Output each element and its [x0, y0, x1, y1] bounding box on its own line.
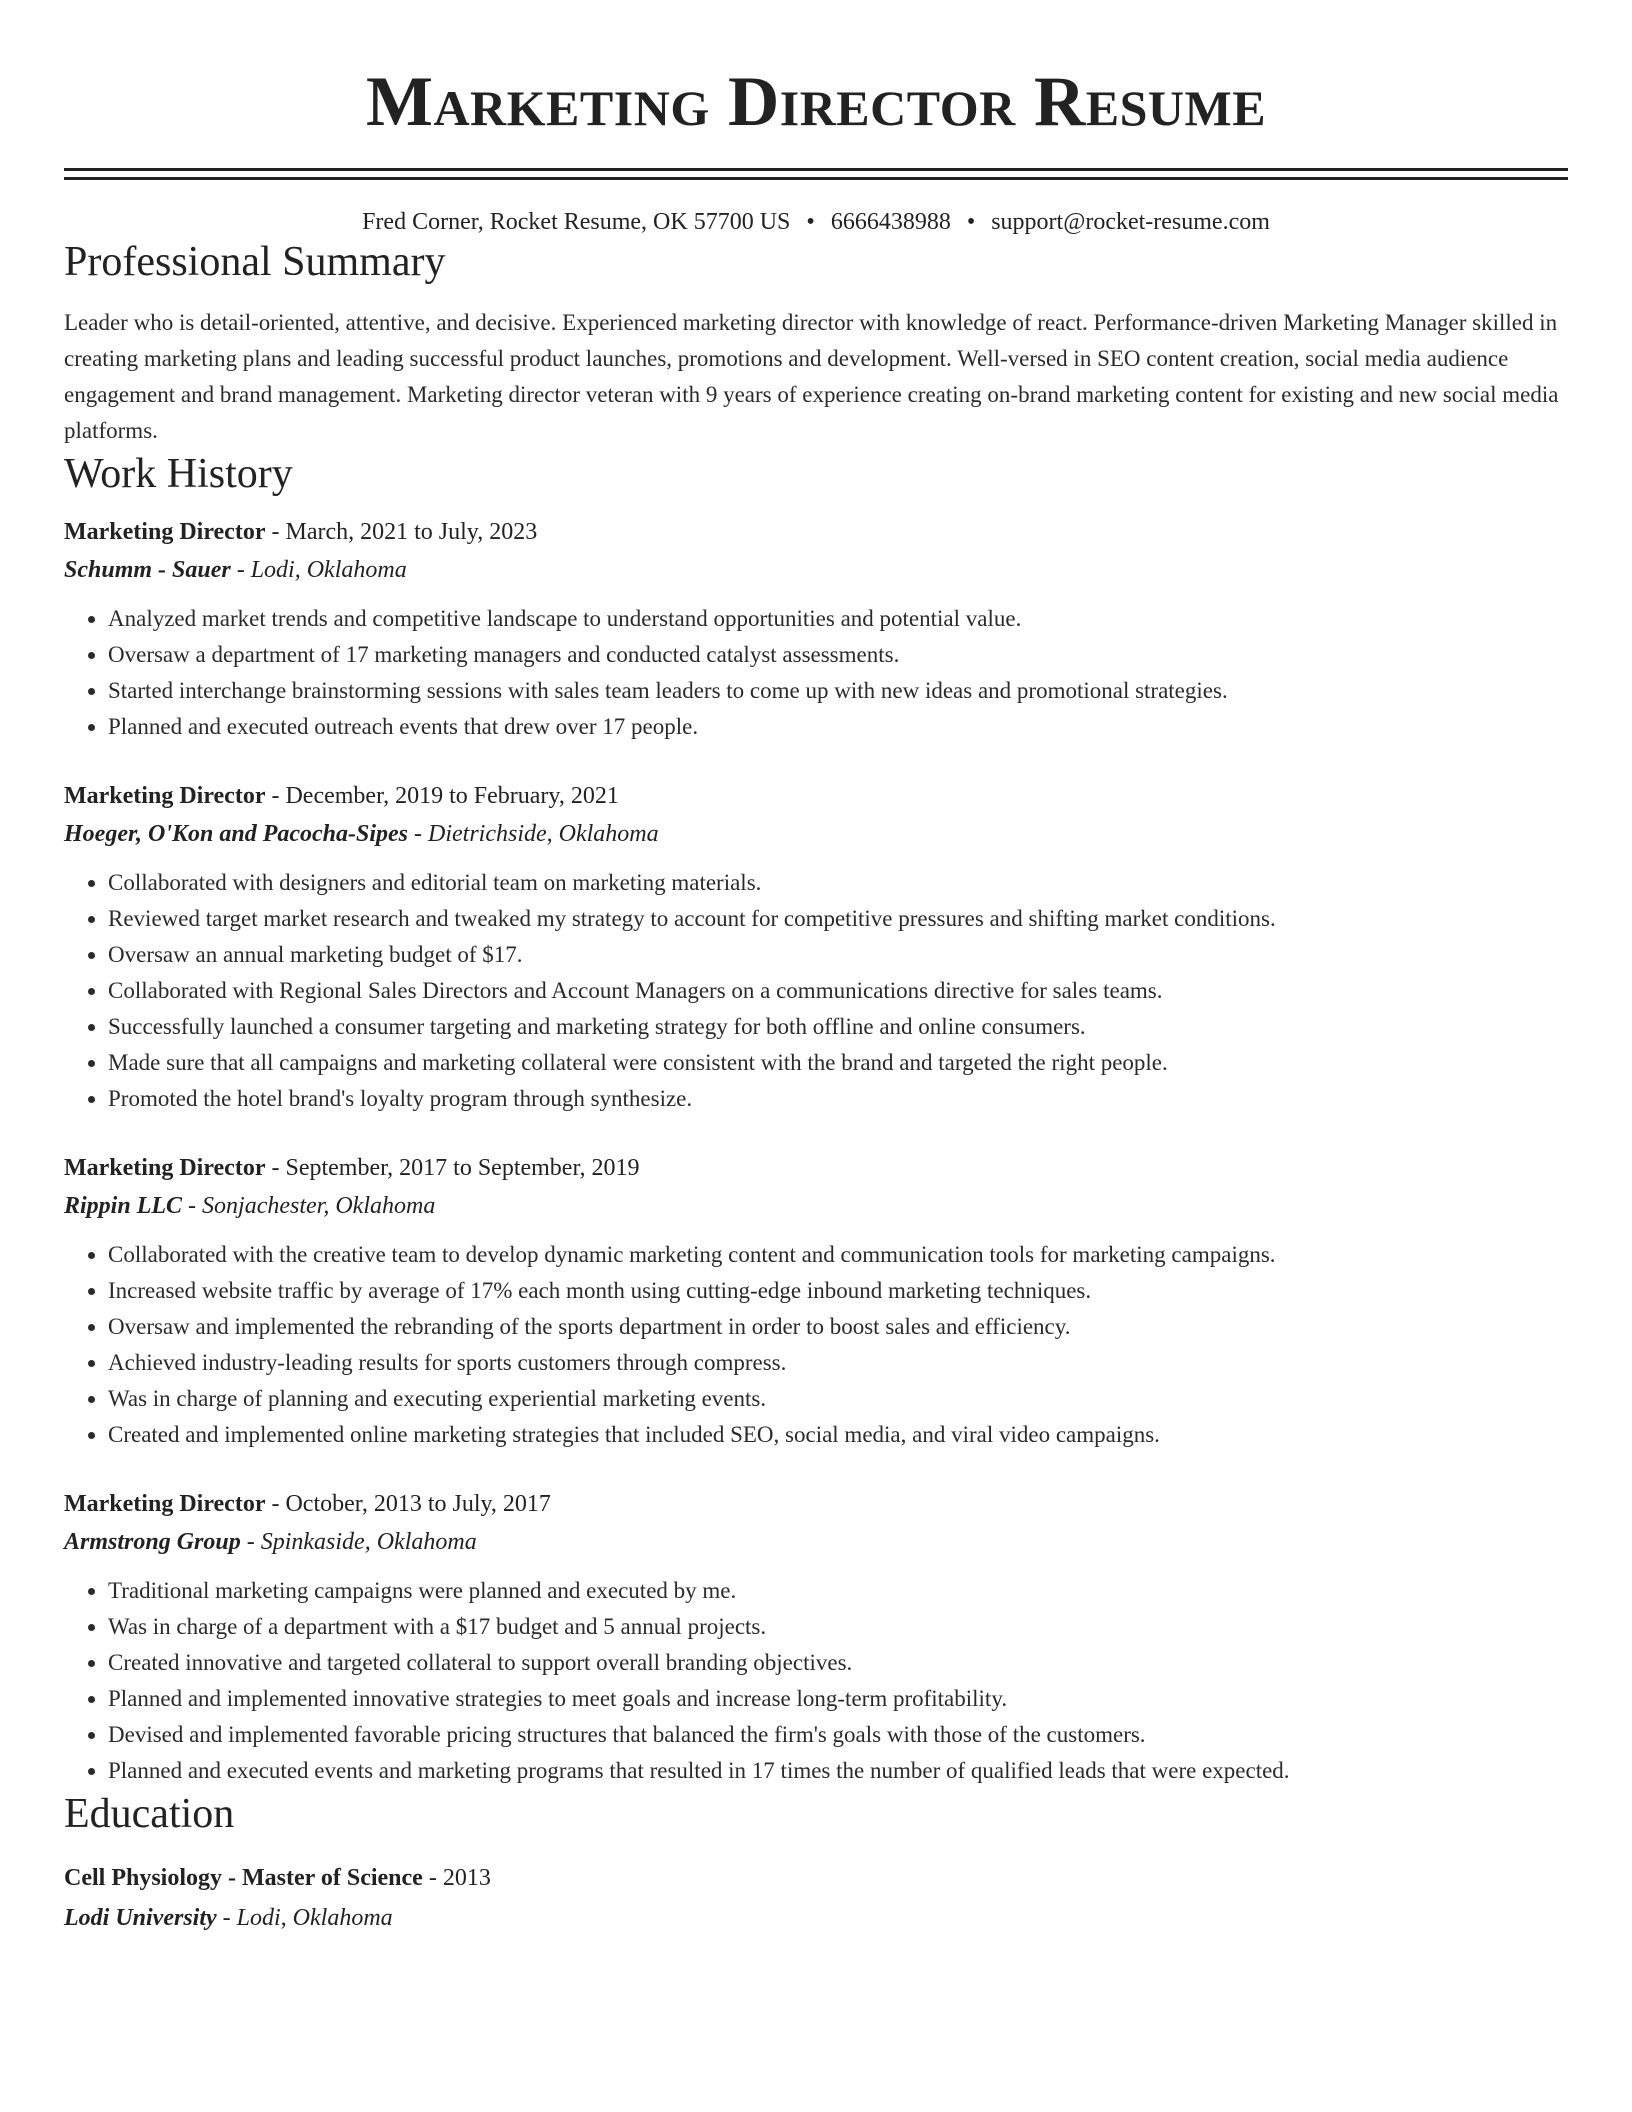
job-entry — [64, 1153, 1568, 1453]
job-dates: - December, 2019 to February, 2021 — [265, 783, 619, 809]
job-bullet: • Analyzed market trends and competitive landscape to understand opportunities and potential value. — [108, 601, 1568, 637]
job-dates: - September, 2017 to September, 2019 — [265, 1155, 640, 1181]
work-history-list — [64, 517, 1568, 1789]
job-bullet-list — [64, 601, 1568, 745]
job-title-line — [64, 781, 1568, 811]
job-bullet: • Oversaw a department of 17 marketing managers and conducted catalyst assessments. — [108, 637, 1568, 673]
job-location: - Sonjachester, Oklahoma — [182, 1193, 436, 1219]
job-location: - Dietrichside, Oklahoma — [408, 821, 659, 847]
job-bullet: • Collaborated with the creative team to develop dynamic marketing content and communication tools for marketing campaigns. — [108, 1237, 1568, 1273]
job-location: - Lodi, Oklahoma — [230, 557, 407, 583]
education-year: - 2013 — [422, 1865, 491, 1891]
education-degree-line — [64, 1863, 1568, 1893]
job-role: Marketing Director — [64, 783, 266, 809]
job-company-line — [64, 1191, 1568, 1221]
job-bullet: • Created innovative and targeted collateral to support overall branding objectives. — [108, 1645, 1568, 1681]
job-title-line — [64, 1153, 1568, 1183]
job-title-line — [64, 517, 1568, 547]
job-bullet: • Planned and executed events and marketing programs that resulted in 17 times the number of qualified leads that were expected. — [108, 1753, 1568, 1789]
job-bullet: • Increased website traffic by average of 17% each month using cutting-edge inbound marketing techniques. — [108, 1273, 1568, 1309]
job-bullet: • Reviewed target market research and tweaked my strategy to account for competitive pressures and shifting market conditions. — [108, 901, 1568, 937]
education-school: Lodi University — [64, 1905, 217, 1931]
job-location: - Spinkaside, Oklahoma — [240, 1529, 477, 1555]
job-entry — [64, 517, 1568, 745]
job-entry — [64, 781, 1568, 1117]
job-company: Hoeger, O'Kon and Pacocha-Sipes — [64, 821, 409, 847]
summary-heading: Professional Summary — [64, 239, 446, 285]
education-location: - Lodi, Oklahoma — [216, 1905, 393, 1931]
job-bullet: • Oversaw and implemented the rebranding of the sports department in order to boost sales and efficiency. — [108, 1309, 1568, 1345]
job-bullet: • Was in charge of planning and executing experiential marketing events. — [108, 1381, 1568, 1417]
job-dates: - March, 2021 to July, 2023 — [265, 519, 538, 545]
job-role: Marketing Director — [64, 519, 266, 545]
job-bullet: • Planned and implemented innovative strategies to meet goals and increase long-term profitability. — [108, 1681, 1568, 1717]
job-company-line — [64, 819, 1568, 849]
job-bullet: • Oversaw an annual marketing budget of $17. — [108, 937, 1568, 973]
job-bullet: • Made sure that all campaigns and marketing collateral were consistent with the brand and targeted the right people. — [108, 1045, 1568, 1081]
job-bullet: • Collaborated with designers and editorial team on marketing materials. — [108, 865, 1568, 901]
contact-address: Fred Corner, Rocket Resume, OK 57700 US — [362, 209, 791, 235]
job-bullet: • Devised and implemented favorable pricing structures that balanced the firm's goals with those of the customers. — [108, 1717, 1568, 1753]
contact-separator: • — [806, 209, 815, 235]
job-entry — [64, 1489, 1568, 1789]
job-company-line — [64, 555, 1568, 585]
contact-separator: • — [966, 209, 976, 235]
title-double-rule — [64, 168, 1568, 180]
education-heading: Education — [64, 1791, 235, 1837]
contact-phone: 6666438988 — [830, 209, 951, 235]
job-bullet: • Collaborated with Regional Sales Directors and Account Managers on a communications directive for sales teams. — [108, 973, 1568, 1009]
job-bullet: • Started interchange brainstorming sessions with sales team leaders to come up with new ideas and promotional strategies. — [108, 673, 1568, 709]
job-title-line — [64, 1489, 1568, 1519]
work-history-heading: Work History — [64, 451, 293, 497]
job-bullet-list — [64, 1237, 1568, 1453]
contact-line — [64, 207, 1568, 237]
job-role: Marketing Director — [64, 1155, 266, 1181]
contact-email: support@rocket-resume.com — [991, 209, 1270, 235]
summary-text: Leader who is detail-oriented, attentive, and decisive. Experienced marketing director with knowledge of react. Performance-driven Marketing Manager skilled in creating marketing plans and leading successful product launches, promotions and development. Well-versed in SEO content creation, social media audience engagement and brand management. Marketing director veteran with 9 years of experience creating on-brand marketing content for existing and new social media platforms. — [64, 310, 1559, 443]
education-entry — [64, 1863, 1568, 1933]
education-school-line — [64, 1903, 1568, 1933]
job-bullet: • Promoted the hotel brand's loyalty program through synthesize. — [108, 1081, 1568, 1117]
job-bullet-list — [64, 865, 1568, 1117]
job-bullet: • Planned and executed outreach events that drew over 17 people. — [108, 709, 1568, 745]
job-bullet: • Created and implemented online marketing strategies that included SEO, social media, and viral video campaigns. — [108, 1417, 1568, 1453]
job-company-line — [64, 1527, 1568, 1557]
resume-title: Marketing Director Resume — [365, 63, 1267, 141]
job-role: Marketing Director — [64, 1491, 266, 1517]
job-company: Schumm - Sauer — [64, 557, 231, 583]
job-bullet-list — [64, 1573, 1568, 1789]
job-bullet: • Successfully launched a consumer targeting and marketing strategy for both offline and online consumers. — [108, 1009, 1568, 1045]
job-company: Armstrong Group — [64, 1529, 241, 1555]
job-dates: - October, 2013 to July, 2017 — [265, 1491, 551, 1517]
job-bullet: • Achieved industry-leading results for sports customers through compress. — [108, 1345, 1568, 1381]
job-bullet: • Traditional marketing campaigns were planned and executed by me. — [108, 1573, 1568, 1609]
job-company: Rippin LLC — [64, 1193, 183, 1219]
job-bullet: • Was in charge of a department with a $17 budget and 5 annual projects. — [108, 1609, 1568, 1645]
education-degree: Cell Physiology - Master of Science — [64, 1865, 423, 1891]
